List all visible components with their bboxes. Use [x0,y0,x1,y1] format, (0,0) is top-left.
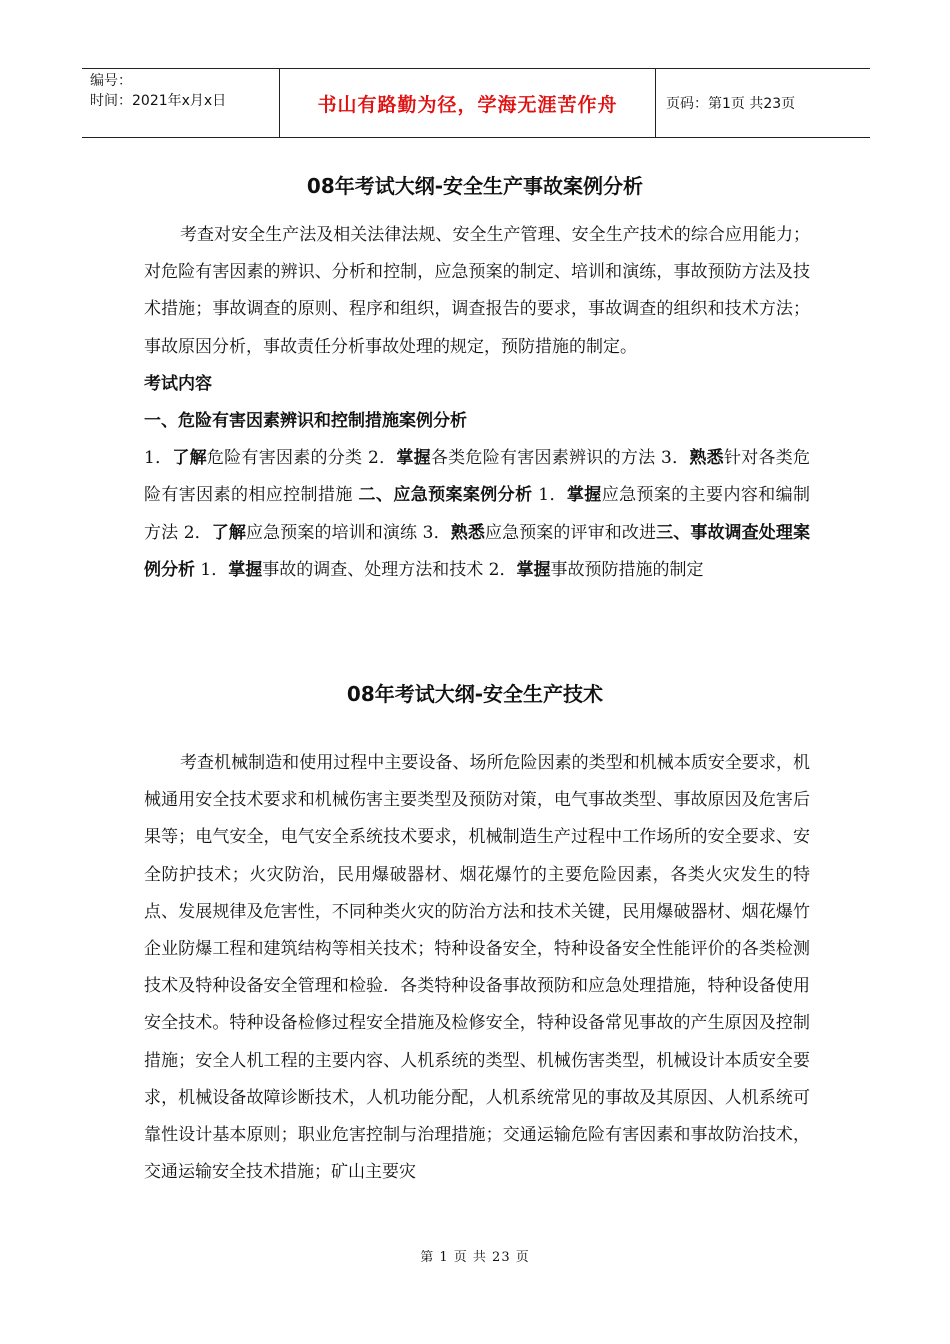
keyword-familiar: 熟悉 [450,522,485,543]
subheading-accident-investigation: 三、事故调查处理案例分析 [144,522,811,580]
section2-title: 08年考试大纲-安全生产技术 [346,682,604,706]
header-motto: 书山有路勤为径，学海无涯苦作舟 [317,93,618,116]
section1-body [144,217,810,589]
text-run: 各类危险有害因素辨识的方法 3． [430,448,690,469]
section2-body [144,745,810,1191]
exam-content-paragraph [144,440,810,589]
keyword-master: 掌握 [228,559,263,580]
header-motto-cell [280,69,656,137]
header-meta [82,69,280,137]
header-page-info: 页码：第1页 共23页 [666,96,796,112]
keyword-understand: 了解 [211,522,247,543]
document-header [82,68,870,138]
keyword-understand: 了解 [172,448,207,469]
header-page-info-cell [656,69,870,137]
keyword-master: 掌握 [516,559,551,580]
document-time-label: 时间：2021年x月x日 [90,93,227,109]
text-run: 应急预案的主要内容和编制方法 2． [144,485,811,543]
section1-title: 08年考试大纲-安全生产事故案例分析 [306,174,644,198]
document-number-label: 编号： [90,73,132,89]
page-footer: 第 1 页 共 23 页 [420,1250,530,1265]
text-run: 事故预防措施的制定 [550,559,704,580]
section2-intro: 考查机械制造和使用过程中主要设备、场所危险因素的类型和机械本质安全要求，机械通用安全技术要求和机械伤害主要类型及预防对策，电气事故类型、事故原因及危害后果等；电气安全，电气安全系统技术要求，机械制造生产过程中工作场所的安全要求、安全防护技术；火灾防治，民用爆破器材、烟花爆竹的主要危险因素，各类火灾发生的特点、发展规律及危害性，不同种类火灾的防治方法和技术关键，民用爆破器材、烟花爆竹企业防爆工程和建筑结构等相关技术；特种设备安全，特种设备安全性能评价的各类检测技术及特种设备安全管理和检验．各类特种设备事故预防和应急处理措施，特种设备使用安全技术。特种设备检修过程安全措施及检修安全，特种设备常见事故的产生原因及控制措施；安全人机工程的主要内容、人机系统的类型、机械伤害类型，机械设计本质安全要求，机械设备故障诊断技术，人机功能分配，人机系统常见的事故及其原因、人机系统可靠性设计基本原则；职业危害控制与治理措施；交通运输危险有害因素和事故防治技术，交通运输安全技术措施；矿山主要灾 [144,753,810,1183]
keyword-master: 掌握 [396,448,431,469]
text-run: 1． [532,485,567,506]
text-run: 应急预案的评审和改进 [484,522,657,543]
keyword-familiar: 熟悉 [689,448,724,469]
section1-intro: 考查对安全生产法及相关法律法规、安全生产管理、安全生产技术的综合应用能力；对危险有害因素的辨识、分析和控制，应急预案的制定、培训和演练，事故预防方法及技术措施；事故调查的原则、程序和组织，调查报告的要求，事故调查的组织和技术方法；事故原因分析，事故责任分析事故处理的规定，预防措施的制定。 [144,225,810,357]
text-run: 针对各类危险有害因素的相应控制措施 [144,448,811,506]
text-run: 1． [144,448,173,469]
text-run: 危险有害因素的分类 2． [206,448,397,469]
exam-content-heading: 考试内容 [144,373,212,394]
text-run: 事故的调查、处理方法和技术 2． [262,559,517,580]
subheading-hazard-identification: 一、危险有害因素辨识和控制措施案例分析 [144,411,467,432]
subheading-emergency-plan: 二、应急预案案例分析 [358,485,533,506]
keyword-master: 掌握 [566,485,602,506]
text-run: 应急预案的培训和演练 3． [246,522,451,543]
text-run: 1． [195,559,229,580]
